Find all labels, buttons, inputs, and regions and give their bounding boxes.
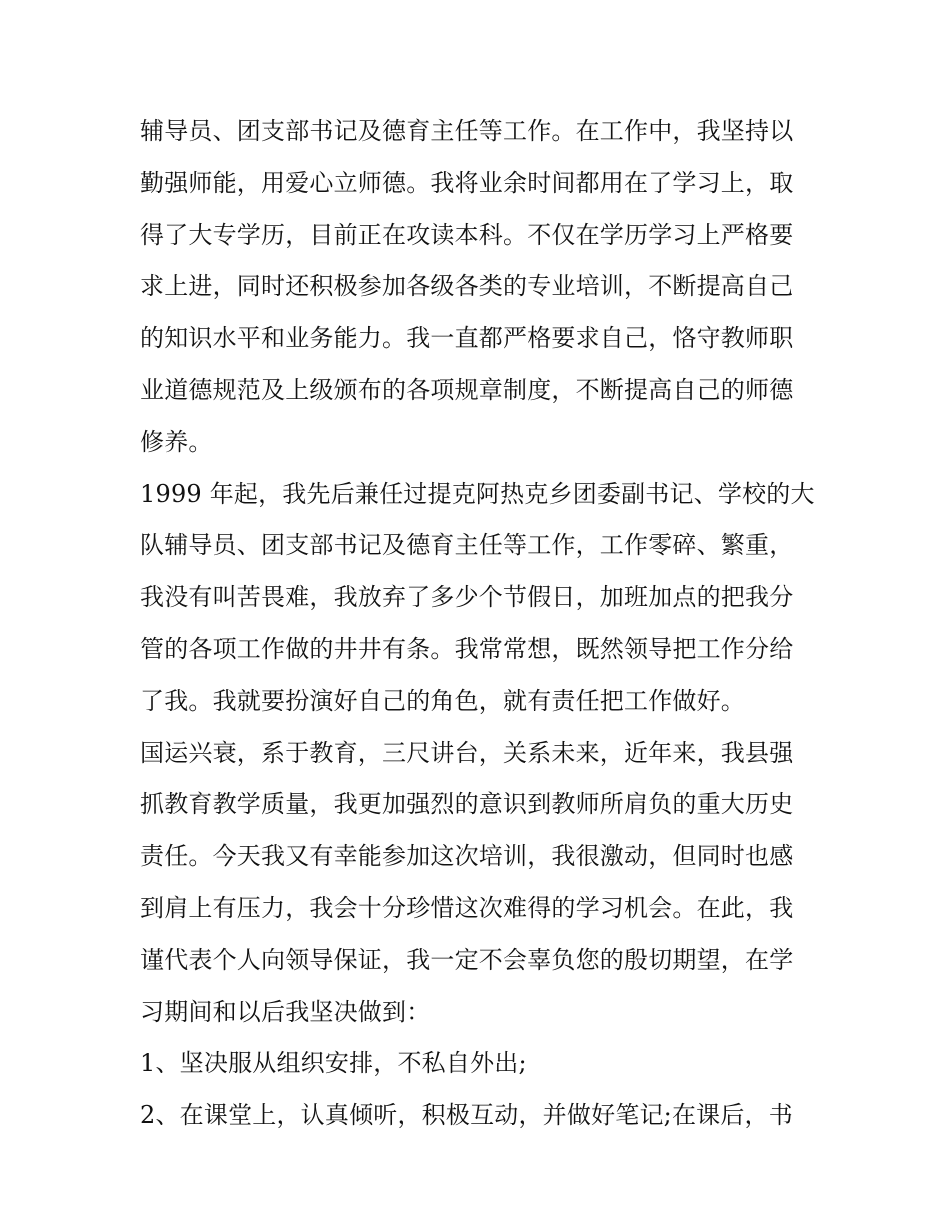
text-line-12: 了我。我就要扮演好自己的角色，就有责任把工作做好。 [140, 686, 745, 715]
text-line-4: 求上进，同时还积极参加各级各类的专业培训，不断提高自己 [140, 272, 794, 301]
list-item-2: 2、在课堂上，认真倾听，积极互动，并做好笔记;在课后，书 [140, 1101, 793, 1130]
text-line-17: 谨代表个人向领导保证，我一定不会辜负您的殷切期望，在学 [140, 945, 794, 974]
text-line-3: 得了大专学历，目前正在攻读本科。不仅在学历学习上严格要 [140, 220, 794, 249]
text-line-13: 国运兴衰，系于教育，三尺讲台，关系未来，近年来，我县强 [140, 738, 794, 767]
text-line-16: 到肩上有压力，我会十分珍惜这次难得的学习机会。在此，我 [140, 893, 794, 922]
document-body [140, 106, 820, 1142]
text-line-8: 1999 年起，我先后兼任过提克阿热克乡团委副书记、学校的大 [140, 479, 815, 508]
text-line-6: 业道德规范及上级颁布的各项规章制度，不断提高自己的师德 [140, 375, 794, 404]
text-line-14: 抓教育教学质量，我更加强烈的意识到教师所肩负的重大历史 [140, 790, 794, 819]
text-line-18: 习期间和以后我坚决做到： [140, 997, 431, 1026]
text-line-7: 修养。 [140, 427, 213, 456]
text-line-15: 责任。今天我又有幸能参加这次培训，我很激动，但同时也感 [140, 842, 794, 871]
text-line-10: 我没有叫苦畏难，我放弃了多少个节假日，加班加点的把我分 [140, 583, 794, 612]
text-line-9: 队辅导员、团支部书记及德育主任等工作，工作零碎、繁重， [140, 531, 794, 560]
text-line-1: 辅导员、团支部书记及德育主任等工作。在工作中，我坚持以 [140, 117, 794, 145]
text-line-2: 勤强师能，用爱心立师德。我将业余时间都用在了学习上，取 [140, 168, 794, 197]
text-line-11: 管的各项工作做的井井有条。我常常想，既然领导把工作分给 [140, 634, 794, 663]
text-line-5: 的知识水平和业务能力。我一直都严格要求自己，恪守教师职 [140, 324, 794, 353]
list-item-1: 1、坚决服从组织安排，不私自外出; [140, 1049, 527, 1078]
